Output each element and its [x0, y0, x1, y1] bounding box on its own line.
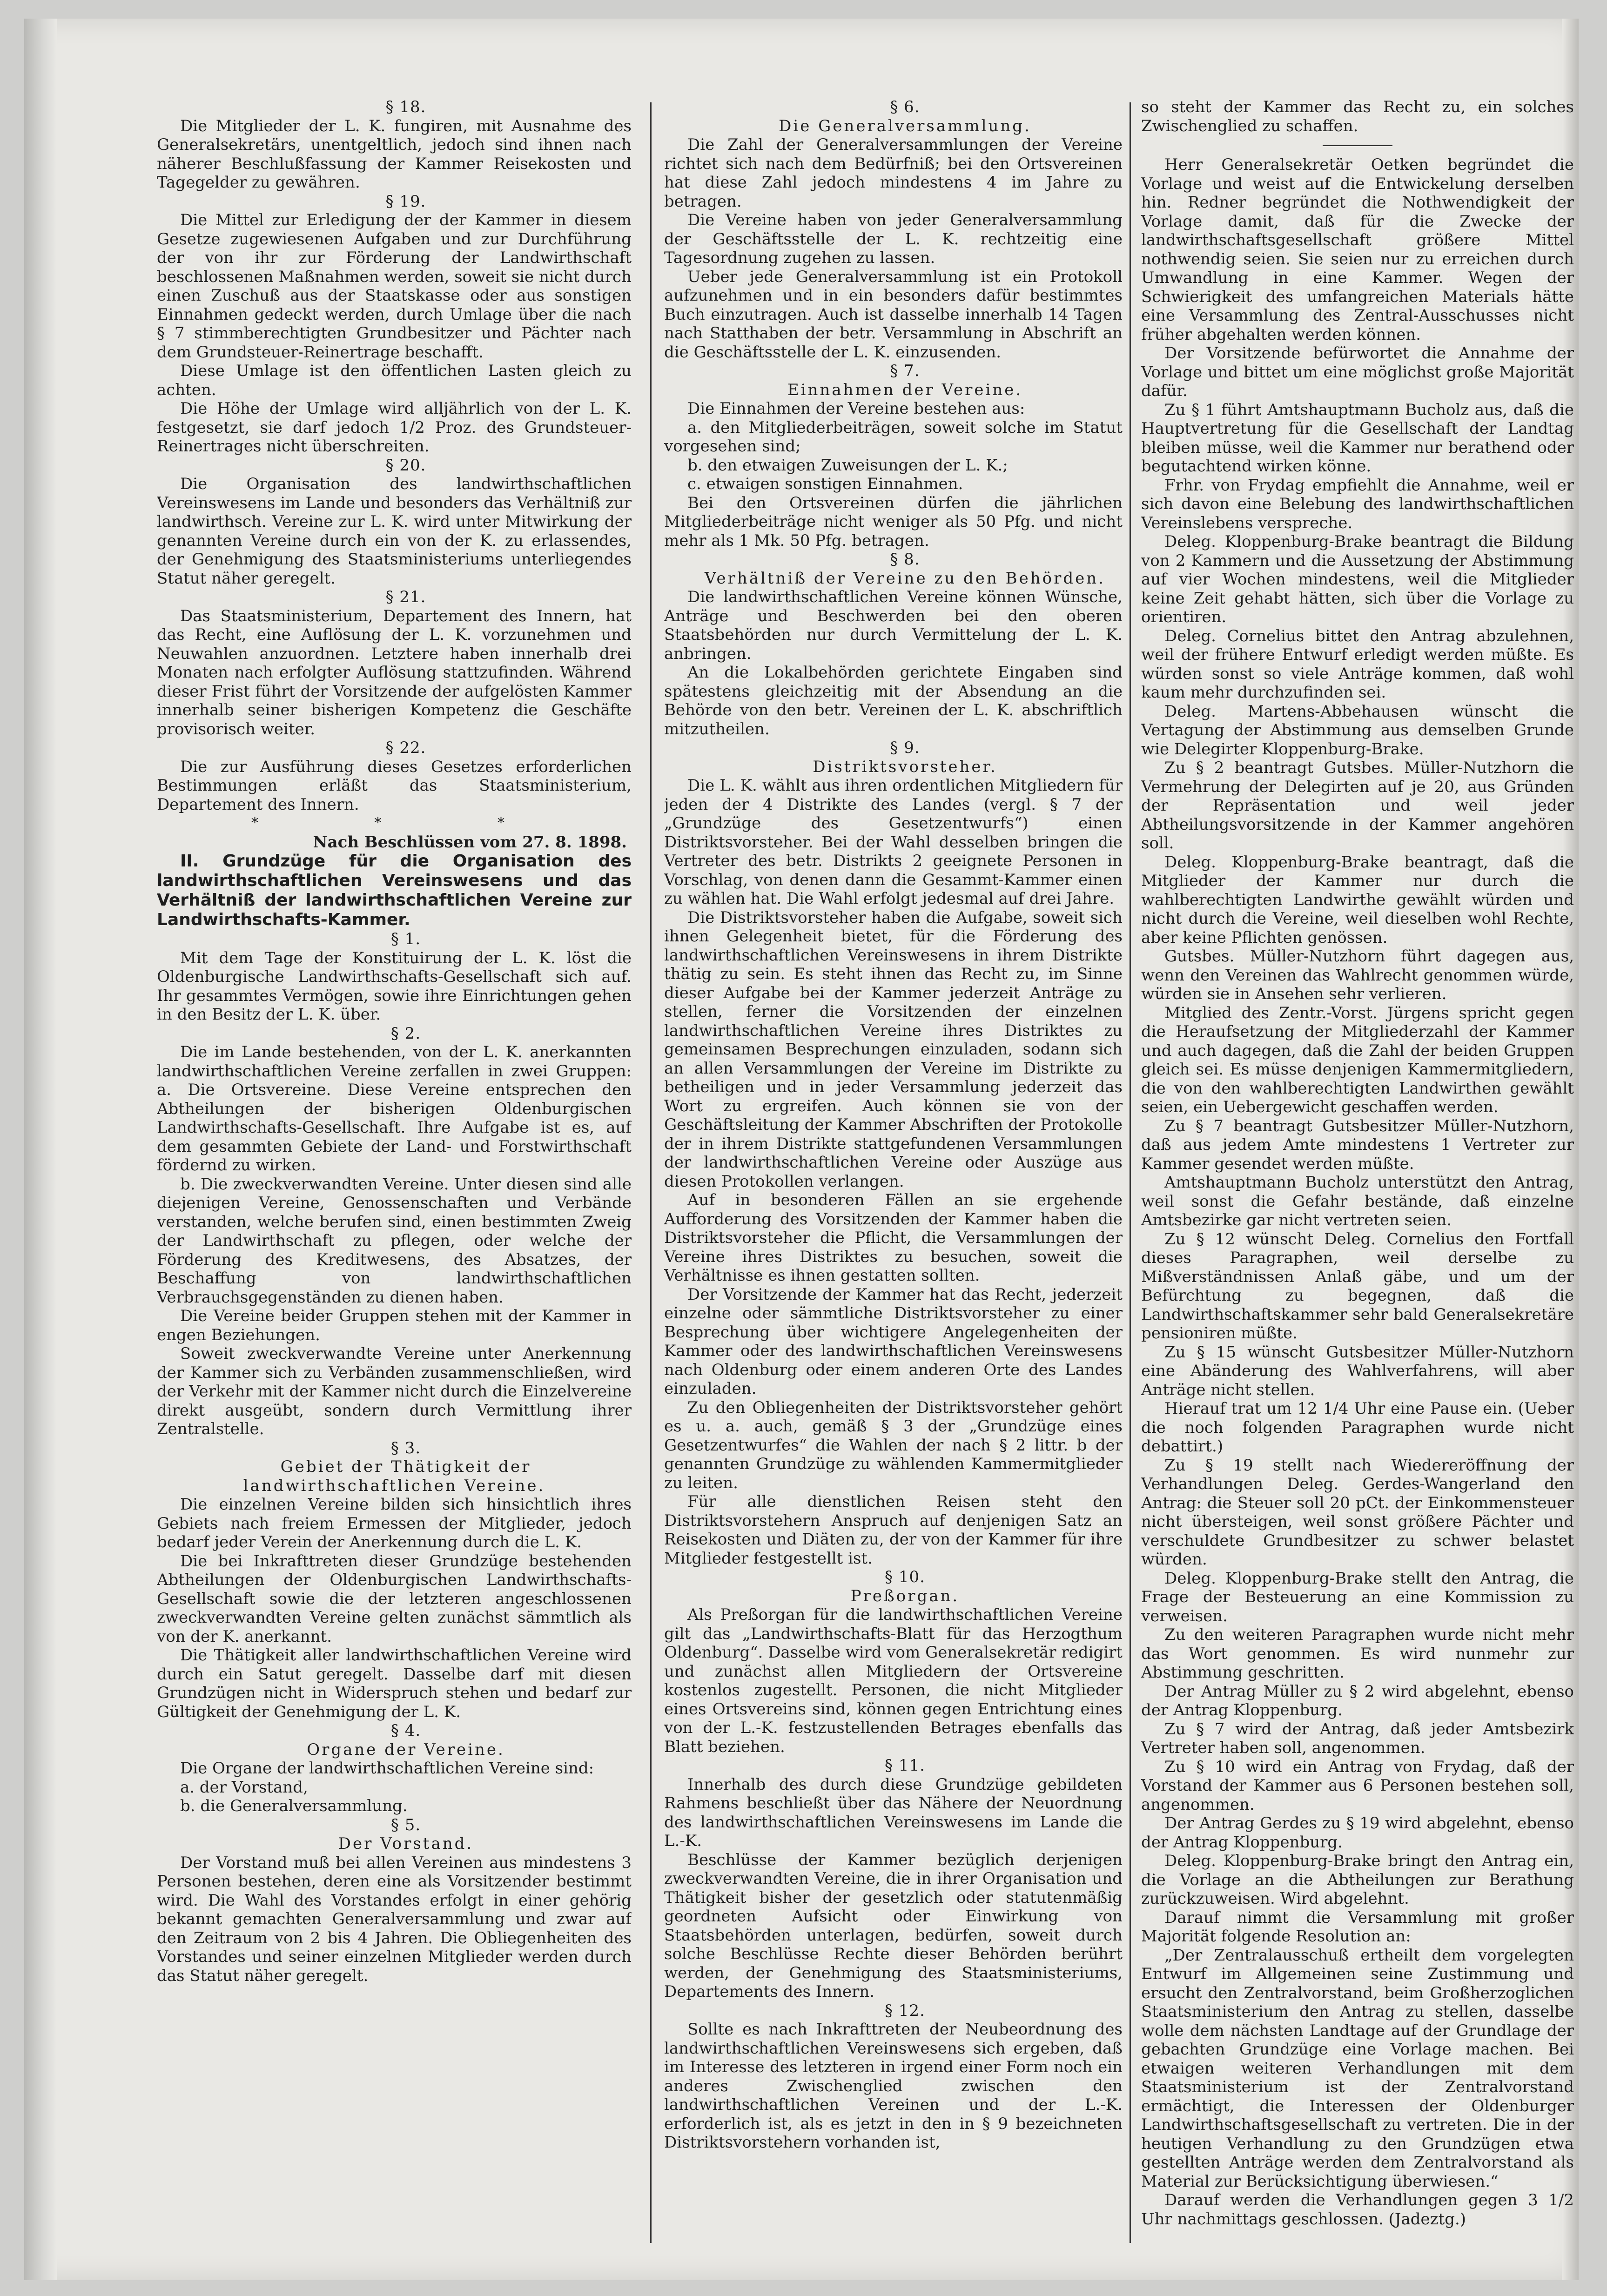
paragraph: „Der Zentralausschuß ertheilt dem vorgelegten Entwurf im Allgemeinen seine Zustimmung und ersucht den Zentralvorstand, beim Großherzoglichen Staatsministerium den Antrag zu stellen, dasselbe wolle dem nächsten Landtage auf der Grundlage der gebachten Grundzüge eine Vorlage machen. Bei etwaigen weiteren Verhandlungen mit dem Staatsministerium ist der Zentralvorstand ermächtigt, die Interessen der Oldenburger Landwirthschaftsgesellschaft zu vertreten. Die in der heutigen Verhandlung zu den Grundzügen etwa gestellten Anträge werden dem Zentralvorstand als Material zur Berücksichtigung überwiesen.“ — [1141, 1946, 1574, 2191]
separator-stars: * * * — [251, 815, 561, 831]
dateline: Nach Beschlüssen vom 27. 8. 1898. — [313, 832, 627, 852]
section-title: Der Vorstand. — [338, 1834, 474, 1853]
paragraph: Auf in besonderen Fällen an sie ergehende Aufforderung des Vorsitzenden der Kammer haben die Distriktsvorsteher die Pflicht, die Versammlungen der Vereine ihres Distriktes zu besuchen, soweit die Verhältnisse es ihnen gestatten sollten. — [664, 1191, 1123, 1285]
paragraph: Die Vereine beider Gruppen stehen mit der Kammer in engen Beziehungen. — [157, 1307, 632, 1344]
paragraph: Die Einnahmen der Vereine bestehen aus: — [687, 399, 1025, 418]
section-heading: § 3. — [390, 1438, 421, 1457]
paragraph: Die Höhe der Umlage wird alljährlich von der L. K. festgesetzt, sie darf jedoch 1/2 Proz. des Grundsteuer-Reinertrages nicht überschreiten. — [157, 399, 632, 456]
section-heading: § 4. — [390, 1721, 421, 1740]
list-item: a. den Mitgliederbeiträgen, soweit solche im Statut vorgesehen sind; — [664, 418, 1123, 456]
paragraph: Das Staatsministerium, Departement des Innern, hat das Recht, eine Auflösung der L. K. vorzunehmen und Neuwahlen anzuordnen. Letztere haben innerhalb drei Monaten nach erfolgter Auflösung stattzufinden. Während dieser Frist führt der Vorsitzende der aufgelösten Kammer innerhalb seiner bisherigen Kompetenz die Geschäfte provisorisch weiter. — [157, 606, 632, 738]
section-heading: § 22. — [385, 738, 426, 757]
page-binding — [24, 19, 57, 2280]
section-heading: § 1. — [390, 930, 421, 948]
paragraph: Die Thätigkeit aller landwirthschaftlichen Vereine wird durch ein Satut geregelt. Dasselbe darf mit diesen Grundzügen nicht in Widerspruch stehen und bedarf zur Gültigkeit der Genehmigung der L. K. — [157, 1646, 632, 1721]
paragraph: Deleg. Martens-Abbehausen wünscht die Vertagung der Abstimmung aus demselben Grunde wie Delegirter Kloppenburg-Brake. — [1141, 702, 1574, 759]
column-middle — [664, 98, 1123, 2252]
paragraph: Darauf nimmt die Versammlung mit großer Majorität folgende Resolution an: — [1141, 1908, 1574, 1946]
paragraph: Zu § 10 wird ein Antrag von Frydag, daß der Vorstand der Kammer aus 6 Personen bestehen soll, angenommen. — [1141, 1757, 1574, 1814]
column-right — [1141, 98, 1574, 2252]
paragraph: Die landwirthschaftlichen Vereine können Wünsche, Anträge und Beschwerden bei den oberen Staatsbehörden nur durch Vermittelung der L. K. anbringen. — [664, 588, 1123, 663]
paragraph: Mitglied des Zentr.-Vorst. Jürgens spricht gegen die Heraufsetzung der Mitgliederzahl der Kammer und auch dagegen, daß die Zahl der beiden Gruppen gleich sei. Es müsse denjenigen Kammermitgliedern, die von den wahlberechtigten Landwirthen gewählt seien, ein Uebergewicht geschaffen werden. — [1141, 1003, 1574, 1116]
section-heading: § 20. — [385, 456, 426, 475]
paragraph: Bei den Ortsvereinen dürfen die jährlichen Mitgliederbeiträge nicht weniger als 50 Pfg. und nicht mehr als 1 Mk. 50 Pfg. betragen. — [664, 493, 1123, 550]
section-title: Gebiet der Thätigkeit der landwirthschaftlichen Vereine. — [243, 1457, 545, 1495]
paragraph: Herr Generalsekretär Oetken begründet die Vorlage und weist auf die Entwickelung derselben hin. Redner begründet die Nothwendigkeit der Vorlage damit, daß für die Zwecke der landwirthschaftsgesellschaft größere Mittel nothwendig seien. Sie seien nur zu erreichen durch Umwandlung in eine Kammer. Wegen der Schwierigkeit des umfangreichen Materials hätte eine Versammlung des Zentral-Ausschusses nicht früher abgehalten werden können. — [1141, 155, 1574, 344]
section-title: Preßorgan. — [850, 1586, 960, 1605]
section-heading: § 9. — [890, 738, 920, 757]
paragraph: Der Vorsitzende befürwortet die Annahme der Vorlage und bittet um eine möglichst große Majorität dafür. — [1141, 344, 1574, 400]
paragraph: Zu § 15 wünscht Gutsbesitzer Müller-Nutzhorn eine Abänderung des Wahlverfahrens, will aber Anträge nicht stellen. — [1141, 1343, 1574, 1399]
section-title: Einnahmen der Vereine. — [787, 380, 1023, 399]
paragraph: Deleg. Kloppenburg-Brake bringt den Antrag ein, die Vorlage an die Abtheilungen zur Berathung zurückzuweisen. Wird abgelehnt. — [1141, 1852, 1574, 1908]
paragraph: Soweit zweckverwandte Vereine unter Anerkennung der Kammer sich zu Verbänden zusammenschließen, wird der Verkehr mit der Kammer nicht durch die Einzelvereine direkt ausgeübt, sondern durch Vermittlung ihrer Zentralstelle. — [157, 1344, 632, 1438]
paragraph: Die zur Ausführung dieses Gesetzes erforderlichen Bestimmungen erläßt das Staatsministerium, Departement des Innern. — [157, 757, 632, 814]
section-title: Verhältniß der Vereine zu den Behörden. — [705, 569, 1105, 588]
paragraph: Beschlüsse der Kammer bezüglich derjenigen zweckverwandten Vereine, die in ihrer Organisation und Thätigkeit bisher der gesetzlich oder statutenmäßig geordneten Aufsicht oder Einwirkung von Staatsbehörden unterlagen, bedürfen, soweit durch solche Beschlüsse Rechte dieser Behörden berührt werden, der Genehmigung des Staatsministeriums, Departements des Innern. — [664, 1850, 1123, 2001]
paragraph: Deleg. Kloppenburg-Brake stellt den Antrag, die Frage der Besteuerung an eine Kommission zu verweisen. — [1141, 1569, 1574, 1625]
paragraph: Der Vorstand muß bei allen Vereinen aus mindestens 3 Personen bestehen, deren eine als Vorsitzender bestimmt wird. Die Wahl des Vorstandes erfolgt in einer gehörig bekannt gemachten Generalversammlung und zwar auf den Zeitraum von 2 bis 4 Jahren. Die Obliegenheiten des Vorstandes und seiner einzelnen Mitglieder werden durch das Statut näher geregelt. — [157, 1853, 632, 1985]
paragraph: Zu den weiteren Paragraphen wurde nicht mehr das Wort genommen. Es wird nunmehr zur Abstimmung geschritten. — [1141, 1625, 1574, 1682]
paragraph: Als Preßorgan für die landwirthschaftlichen Vereine gilt das „Landwirthschafts-Blatt für das Herzogthum Oldenburg“. Dasselbe wird vom Generalsekretär redigirt und zunächst allen Mitgliedern der Ortsvereine kostenlos zugestellt. Personen, die nicht Mitglieder eines Ortsvereins sind, können gegen Entrichtung eines von der L.-K. festzustellenden Betrages ebenfalls das Blatt beziehen. — [664, 1605, 1123, 1756]
paragraph: Zu § 2 beantragt Gutsbes. Müller-Nutzhorn die Vermehrung der Delegirten auf je 20, aus Gründen der Repräsentation und weil jeder Abtheilungsvorsitzende in der Kammer angehören soll. — [1141, 759, 1574, 853]
section-heading: § 19. — [385, 192, 426, 211]
section-heading: § 11. — [885, 1756, 925, 1775]
paragraph: Hierauf trat um 12 1/4 Uhr eine Pause ein. (Ueber die noch folgenden Paragraphen wurde nicht debattirt.) — [1141, 1399, 1574, 1456]
paragraph: An die Lokalbehörden gerichtete Eingaben sind spätestens gleichzeitig mit der Absendung an die Behörde von den betr. Vereinen der L. K. abschriftlich mitzutheilen. — [664, 663, 1123, 738]
paragraph: Die bei Inkrafttreten dieser Grundzüge bestehenden Abtheilungen der Oldenburgischen Landwirthschafts-Gesellschaft sowie die der letzteren angeschlossenen zweckverwandten Vereine gelten zunächst sämmtlich als von der K. anerkannt. — [157, 1551, 632, 1646]
paragraph: Zu § 1 führt Amtshauptmann Bucholz aus, daß die Hauptvertretung für die Gesellschaft der Landtag bleiben müsse, weil die Kammer nur berathend oder begutachtend wirken könne. — [1141, 400, 1574, 476]
paragraph: Die im Lande bestehenden, von der L. K. anerkannten landwirthschaftlichen Vereine zerfallen in zwei Gruppen: a. Die Ortsvereine. Diese Vereine entsprechen den Abtheilungen der bisherigen Oldenburgischen Landwirthschafts-Gesellschaft. Ihre Aufgabe ist es, auf dem gesammten Gebiete der Land- und Forstwirthschaft fördernd zu wirken. — [157, 1043, 632, 1175]
paragraph: Zu § 12 wünscht Deleg. Cornelius den Fortfall dieses Paragraphen, weil derselbe zu Mißverständnissen Anlaß gäbe, und um der Befürchtung zu begegnen, daß die Landwirthschaftskammer sehr bald Generalsekretäre pensioniren müßte. — [1141, 1229, 1574, 1343]
section-heading: § 2. — [390, 1024, 421, 1043]
paragraph: so steht der Kammer das Recht zu, ein solches Zwischenglied zu schaffen. — [1141, 98, 1574, 135]
paragraph: Deleg. Cornelius bittet den Antrag abzulehnen, weil der frühere Entwurf erledigt werden müßte. Es würden sonst so viele Anträge kommen, daß wohl kaum mehr durchzufinden sei. — [1141, 626, 1574, 702]
list-item: c. etwaigen sonstigen Einnahmen. — [687, 475, 963, 493]
paragraph: Die einzelnen Vereine bilden sich hinsichtlich ihres Gebiets nach freiem Ermessen der Mitglieder, jedoch bedarf jeder Verein der Anerkennung durch die L. K. — [157, 1495, 632, 1551]
paragraph: Ueber jede Generalversammlung ist ein Protokoll aufzunehmen und in ein besonders dafür bestimmtes Buch einzutragen. Auch ist dasselbe innerhalb 14 Tagen nach Statthaben der betr. Versammlung in Abschrift an die Geschäftsstelle der L. K. einzusenden. — [664, 267, 1123, 362]
separator-dash — [1323, 145, 1392, 146]
paragraph: Sollte es nach Inkrafttreten der Neubeordnung des landwirthschaftlichen Vereinswesens sich ergeben, daß im Interesse des letzteren in irgend einer Form noch ein anderes Zwischenglied zwischen den landwirthschaftlichen Vereinen und der L.-K. erforderlich ist, als es jetzt in den in § 9 bezeichneten Distriktsvorstehern vorhanden ist, — [664, 2020, 1123, 2152]
section-heading: § 6. — [890, 98, 920, 116]
section-title: Die Generalversammlung. — [779, 116, 1031, 135]
list-item: b. den etwaigen Zuweisungen der L. K.; — [687, 456, 1008, 475]
paragraph: Die Organe der landwirthschaftlichen Vereine sind: — [180, 1759, 594, 1778]
section-heading: § 12. — [885, 2001, 925, 2020]
column-left — [157, 98, 632, 2252]
paragraph: Die Distriktsvorsteher haben die Aufgabe, soweit sich ihnen Gelegenheit bietet, für die Förderung des landwirthschaftlichen Vereinswesens in ihrem Distrikte thätig zu sein. Es steht ihnen das Recht zu, im Sinne dieser Aufgabe bei der Kammer jederzeit Anträge zu stellen, ferner die Vorsitzenden der einzelnen landwirthschaftlichen Vereine ihres Distriktes zu gemeinsamen Besprechungen einzuladen, sodann sich an allen Versammlungen der Vereine im Distrikte zu betheiligen und in jeder Versammlung jederzeit das Wort zu ergreifen. Auch können sie von der Geschäftsleitung der Kammer Abschriften der Protokolle der in ihrem Distrikte stattgefundenen Versammlungen der landwirthschaftlichen Vereine oder Auszüge aus diesen Protokollen verlangen. — [664, 908, 1123, 1191]
paragraph: Zu den Obliegenheiten der Distriktsvorsteher gehört es u. a. auch, gemäß § 3 der „Grundzüge eines Gesetzentwurfes“ die Wahlen der nach § 2 littr. b der genannten Grundzüge zu wählenden Kammermitglieder zu leiten. — [664, 1398, 1123, 1492]
paragraph: Die Vereine haben von jeder Generalversammlung der Geschäftsstelle der L. K. rechtzeitig eine Tagesordnung zugehen zu lassen. — [664, 211, 1123, 267]
paragraph: Mit dem Tage der Konstituirung der L. K. löst die Oldenburgische Landwirthschafts-Gesellschaft sich auf. Ihr gesammtes Vermögen, sowie ihre Einrichtungen gehen in den Besitz der L. K. über. — [157, 948, 632, 1024]
list-item: a. der Vorstand, — [180, 1778, 308, 1797]
section-heading: § 21. — [385, 588, 426, 606]
paragraph: Deleg. Kloppenburg-Brake beantragt die Bildung von 2 Kammern und die Aussetzung der Abstimmung auf vier Wochen mindestens, weil die Mitglieder keine Zeit gehabt hätten, sich über die Vorlage zu orientiren. — [1141, 532, 1574, 626]
paragraph: Zu § 7 beantragt Gutsbesitzer Müller-Nutzhorn, daß aus jedem Amte mindestens 1 Vertreter zur Kammer gesendet werden müßte. — [1141, 1116, 1574, 1173]
paragraph: Amtshauptmann Bucholz unterstützt den Antrag, weil sonst die Gefahr bestände, daß einzelne Amtsbezirke gar nicht vertreten seien. — [1141, 1173, 1574, 1229]
column-rule — [650, 102, 652, 2243]
paragraph: b. Die zweckverwandten Vereine. Unter diesen sind alle diejenigen Vereine, Genossenschaften und Verbände verstanden, welche berufen sind, einen bestimmten Zweig der Landwirthschaft zu pflegen, oder welche der Förderung des Kreditwesens, des Absatzes, der Beschaffung von landwirthschaftlichen Verbrauchsgegenständen zu dienen haben. — [157, 1175, 632, 1307]
paragraph: Gutsbes. Müller-Nutzhorn führt dagegen aus, wenn den Vereinen das Wahlrecht genommen würde, würden sie in Ansehen sehr verlieren. — [1141, 947, 1574, 1003]
paragraph: Die Zahl der Generalversammlungen der Vereine richtet sich nach dem Bedürfniß; bei den Ortsvereinen hat diese Zahl jedoch mindestens 4 im Jahre zu betragen. — [664, 135, 1123, 211]
paragraph: Der Antrag Müller zu § 2 wird abgelehnt, ebenso der Antrag Kloppenburg. — [1141, 1682, 1574, 1719]
paragraph: Innerhalb des durch diese Grundzüge gebildeten Rahmens beschließt über das Nähere der Neuordnung des landwirthschaftlichen Vereinswesens im Lande die L.-K. — [664, 1775, 1123, 1850]
paragraph: Der Antrag Gerdes zu § 19 wird abgelehnt, ebenso der Antrag Kloppenburg. — [1141, 1814, 1574, 1852]
paragraph: Zu § 7 wird der Antrag, daß jeder Amtsbezirk Vertreter haben soll, angenommen. — [1141, 1719, 1574, 1757]
paragraph: Für alle dienstlichen Reisen steht den Distriktsvorstehern Anspruch auf denjenigen Satz an Reisekosten und Diäten zu, der von der Kammer für ihre Mitglieder festgestellt ist. — [664, 1492, 1123, 1568]
paragraph: Diese Umlage ist den öffentlichen Lasten gleich zu achten. — [157, 362, 632, 399]
section-heading: § 7. — [890, 362, 920, 380]
paragraph: Zu § 19 stellt nach Wiedereröffnung der Verhandlungen Deleg. Gerdes-Wangerland den Antrag: die Steuer soll 20 pCt. der Einkommensteuer nicht übersteigen, weil sonst größere Pächter und verschuldete Grundbesitzer zu schwer belastet würden. — [1141, 1456, 1574, 1569]
section-heading: § 8. — [890, 550, 920, 569]
paragraph: Die Mittel zur Erledigung der der Kammer in diesem Gesetze zugewiesenen Aufgaben und zur Durchführung der von ihr zur Förderung der Landwirthschaft beschlossenen Maßnahmen werden, soweit sie nicht durch einen Zuschuß aus der Staatskasse oder aus sonstigen Einnahmen gedeckt werden, durch Umlage über die nach § 7 stimmberechtigten Grundbesitzer und Pächter nach dem Grundsteuer-Reinertrage beschafft. — [157, 211, 632, 362]
section-heading: § 5. — [390, 1815, 421, 1834]
paragraph: Der Vorsitzende der Kammer hat das Recht, jederzeit einzelne oder sämmtliche Distriktsvorsteher zu einer Besprechung über wichtigere Angelegenheiten der Kammer oder des landwirthschaftlichen Vereinswesens nach Oldenburg oder einem anderen Orte des Landes einzuladen. — [664, 1285, 1123, 1398]
paragraph: Deleg. Kloppenburg-Brake beantragt, daß die Mitglieder der Kammer nur durch die wahlberechtigten Landwirthe gewählt würden und nicht durch die Vereine, weil dieselben wohl Rechte, aber keine Pflichten genössen. — [1141, 853, 1574, 947]
paragraph: Darauf werden die Verhandlungen gegen 3 1/2 Uhr nachmittags geschlossen. (Jadeztg.) — [1141, 2191, 1574, 2229]
section-title: Organe der Vereine. — [307, 1740, 505, 1759]
section-heading: § 10. — [885, 1568, 925, 1586]
paragraph: Die Organisation des landwirthschaftlichen Vereinswesens im Lande und besonders das Verhältniß zur landwirthsch. Vereine zur L. K. wird unter Mitwirkung der genannten Vereine durch ein von der K. zu erlassendes, der Genehmigung des Staatsministeriums unterliegendes Statut näher geregelt. — [157, 475, 632, 588]
paragraph: Die L. K. wählt aus ihren ordentlichen Mitgliedern für jeden der 4 Distrikte des Landes (vergl. § 7 der „Grundzüge des Gesetzentwurfs“) einen Distriktsvorsteher. Bei der Wahl desselben bringen die Vertreter des betr. Distrikts 2 geeignete Personen in Vorschlag, von denen dann die Gesammt-Kammer einen zu wählen hat. Die Wahl erfolgt jedesmal auf drei Jahre. — [664, 776, 1123, 908]
paragraph: Die Mitglieder der L. K. fungiren, mit Ausnahme des Generalsekretärs, unentgeltlich, jedoch sind ihnen nach näherer Beschlußfassung der Kammer Reisekosten und Tagegelder zu gewähren. — [157, 116, 632, 192]
column-rule — [1130, 102, 1131, 2243]
section-title: Distriktsvorsteher. — [813, 757, 997, 776]
article-heading: II. Grundzüge für die Organisation des landwirthschaftlichen Vereinswesens und das Verhältniß der landwirthschaftlichen Vereine zur Landwirthschafts-Kammer. — [157, 852, 632, 929]
section-heading: § 18. — [385, 98, 426, 116]
list-item: b. die Generalversammlung. — [180, 1797, 408, 1815]
paragraph: Frhr. von Frydag empfiehlt die Annahme, weil er sich davon eine Belebung des landwirthschaftlichen Vereinslebens verspreche. — [1141, 476, 1574, 532]
newspaper-page — [24, 19, 1579, 2280]
